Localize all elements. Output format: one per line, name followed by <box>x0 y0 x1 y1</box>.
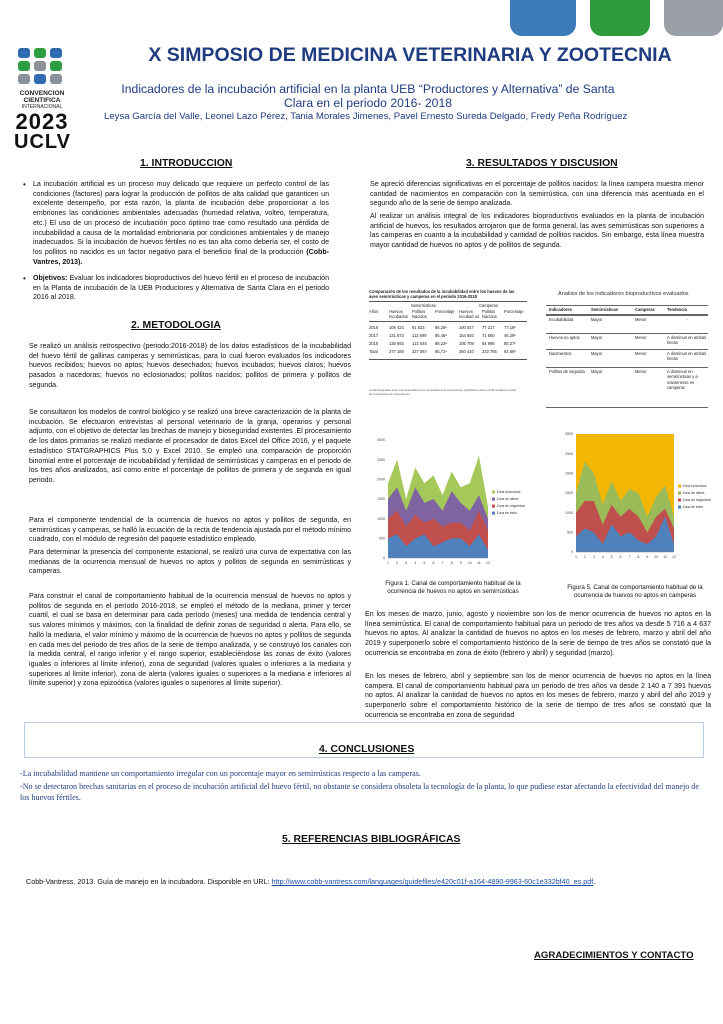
chart-x-tick-label: 4 <box>601 555 604 559</box>
chart-y-tick-label: 2500 <box>565 451 573 456</box>
table2-rule <box>546 367 708 368</box>
chart-y-tick-label: 2000 <box>565 471 573 476</box>
table1-header-cell: Pollitos Nacidos <box>482 309 497 319</box>
chart-x-tick-label: 11 <box>663 555 667 559</box>
table1-cell: 138 892 <box>389 341 404 346</box>
table1-group-1: Semirrústicas <box>411 303 436 308</box>
chart-y-tick-label: 1000 <box>377 516 385 521</box>
chart-x-tick-label: 7 <box>628 555 631 559</box>
table2-cell: Menor <box>635 317 647 322</box>
chart-x-tick-label: 2 <box>583 555 586 559</box>
subtitle-line2: Clara en el periodo 2016- 2018 <box>283 96 453 110</box>
intro-bullet-2-text: Evaluar los indicadores bioproductivos del huevo fértil en el proceso de incubación en la Planta de incubación de la UEB Productores y Alternativa de Santa Clara en el periodo 2016 al 2018. <box>33 275 329 302</box>
chart-y-tick-label: 1500 <box>377 497 385 502</box>
chart-legend-swatch <box>678 492 681 495</box>
table1-cell: 2017 <box>369 333 379 338</box>
chart-x-tick-label: 2 <box>396 561 399 565</box>
references-heading: 5. REFERENCIAS BIBLIOGRÁFICAS <box>282 834 461 845</box>
subtitle-line1: Indicadores de la incubación artificial en la planta UEB “Productores y Alternativa” de Santa <box>121 82 615 96</box>
chart-x-tick-label: 8 <box>450 561 453 565</box>
table-incubabilidad <box>369 289 529 401</box>
table2-header-cell: Tendencia <box>667 307 687 312</box>
table2-header-cell: Camperas <box>635 307 655 312</box>
results-p2: Al realizar un análisis integral de los indicadores bioproductivos evaluados en la planta de incubación artificial de huevos, los resultados arrojaron que de forma general, las aves semirrústicas son superiores a las camperas en cuanto a la incubabilidad y cantidad de pollitos nacidos. Sin embargo, esta línea muestra mayor cantidad de huevos no aptos y de pollitos de segunda. <box>370 213 704 250</box>
table1-cell: 71 590 <box>482 333 495 338</box>
logo <box>14 46 74 156</box>
logo-line3: INTERNACIONAL <box>21 104 63 110</box>
chart-legend-swatch <box>492 505 495 508</box>
table1-cell: 77 217 <box>482 325 495 330</box>
chart-legend-swatch <box>492 498 495 501</box>
table1-cell: 46,29ᵇ <box>504 333 516 338</box>
chart-y-tick-label: 2500 <box>377 457 385 462</box>
chart-y-tick-label: 1500 <box>565 491 573 496</box>
chart-legend-label: Zona epizoótica <box>682 484 707 489</box>
header-tab-gray <box>664 0 723 36</box>
chart-x-tick-label: 10 <box>654 555 659 559</box>
logo-mark-icon <box>16 46 66 86</box>
table1-header-cell: Años <box>369 309 379 314</box>
table2-cell: Menor <box>635 369 647 374</box>
references-entry <box>26 877 716 886</box>
table2-header-cell: Semirrústicas <box>591 307 619 312</box>
table2-rule <box>546 315 708 316</box>
chart-legend-label: Zona de alerta <box>682 491 705 496</box>
chart-x-tick-label: 9 <box>646 555 649 559</box>
logo-line2: CIENTIFICA <box>23 97 61 104</box>
chart-y-tick-label: 2000 <box>377 477 385 482</box>
table1-cell: 88,23ᵃ <box>435 341 447 346</box>
results-p3: En los meses de marzo, junio, agosto y noviembre son los de menor ocurrencia de huevos no aptos en la línea semirrústica. El canal de comportamiento habitual para un periodo de tres años va desde 5 716 a 4 637 huevos no aptos. Al analizar la cantidad de huevos no aptos en los meses de febrero, marzo y abril del año 2019 y superponerlo sobre el comportamiento histórico de la serie de tiempo de tres años se constató que la ocurrencia se encontraba en zona de éxito (febrero y abril) y seguridad (marzo). <box>365 611 711 657</box>
table1-cell: Total <box>369 349 378 354</box>
table2-cell: - <box>686 317 688 322</box>
table2-cell: Menor <box>635 351 647 356</box>
chart-legend-label: Zona de éxito <box>682 505 704 510</box>
table1-cell: 154 693 <box>459 333 474 338</box>
chart-legend-label: Zona epizoótica <box>496 490 521 495</box>
chart-x-tick-label: 9 <box>459 561 462 565</box>
table1-cell: 100 047 <box>459 325 474 330</box>
table1-group-2: Camperas <box>479 303 498 308</box>
bullet-icon: • <box>23 274 26 283</box>
chart-x-tick-label: 5 <box>610 555 613 559</box>
table1-cell: 86,28ᵃ <box>435 325 447 330</box>
method-p3: Para el componente tendencial de la ocurrencia de huevos no aptos y pollitos de segunda, en semirrústicas y camperas, se halló la ecuación de la recta de tendencia ajustada por el método mínimo cuadrado, con el módulo de regresión del paquete estadístico empleado. <box>29 517 351 544</box>
table1-cell: 84 998 <box>482 341 495 346</box>
table1-cell: 64,86ᵇ <box>504 349 516 354</box>
table1-header-cell: Huevos Incubados <box>389 309 408 319</box>
poster-subtitle <box>108 82 628 110</box>
results-p4: En los meses de febrero, abril y septiembre son los de menor ocurrencia de huevos no aptos en la línea campera. El canal de comportamiento habitual para un periodo de tres años va desde 2 140 a 7 391 huevos no aptos. Al analizar la cantidad de huevos no aptos en los meses de febrero, marzo y abril del año 2019 y superponerlo sobre el comportamiento histórico de la serie de tiempo de tres años se constató que la ocurrencia se encontraba en zona de seguridad <box>365 673 711 719</box>
table2-cell: Menor <box>635 335 647 340</box>
table2-rule <box>546 407 708 408</box>
chart-x-tick-label: 5 <box>423 561 426 565</box>
table1-cell: 80,37ᵇ <box>504 341 516 346</box>
table2-cell: Nacimientos <box>549 351 572 356</box>
chart-y-tick-label: 1000 <box>565 510 573 515</box>
chart-semirrusticas <box>370 432 525 572</box>
table1-cell: 131 873 <box>389 333 404 338</box>
logo-univ: UCLV <box>14 131 71 153</box>
chart-x-tick-label: 11 <box>477 561 481 565</box>
table1-cell: 112 699 <box>412 333 427 338</box>
table1-cell: 106 424 <box>389 325 404 330</box>
chart-x-tick-label: 6 <box>432 561 435 565</box>
table2-cell: Incubabilidad <box>549 317 574 322</box>
table1-cell: 2016 <box>369 325 379 330</box>
method-p1: Se realizó un análisis retrospectivo (periodo:2016-2018) de los datos estadísticos de la incubabilidad del huevo fértil de gallinas camperas y semirrústicas, para lo cual fueron evaluados los indicadores huevos recibidos; huevos no aptos; huevos desechados; huevos incubados; huevos claros; huevos pasados a nacedoras; huevos no eclosionados; pollitos nacidos; pollitos de primera y pollitos de segunda. <box>29 343 351 389</box>
bullet-icon: • <box>23 180 26 189</box>
intro-bullet-1-ref: (Cobb- Vantres, 2013). <box>33 248 329 266</box>
table2-cell: Mayor <box>591 317 603 322</box>
chart-legend-label: Zona de alerta <box>496 497 519 502</box>
header-tab-green <box>590 0 650 36</box>
intro-heading: 1. INTRODUCCION <box>140 158 233 169</box>
chart-y-tick-label: 500 <box>567 530 573 535</box>
method-p5: Para construir el canal de comportamiento habitual de la ocurrencia mensual de huevos no aptos y pollitos de segunda en el período 2016-2018, se empleó el método de la mediana, primer y tercer cuartil, el cual se basa en determinar para cada período (meses) una medida de tendencia central y sus valores mínimos y máximos, con la finalidad de definir zonas de seguridad o alerta. Para ello, se halló la mediana, el valor mínimo y máximo de la ocurrencia de huevos no aptos y pollitos de segunda en cada mes del periodo de tres años de la serie de tiempo analizada, y se construyó los canales con la medida central, el rango inferior y el rango superior, estableciéndose las zonas de éxito (valores iguales o inferiores al límite inferior), zona de seguridad (valores iguales o inferiores a la mediana y superiores al límite inferior), zona de alerta (valores iguales o superiores a la mediana e inferiores al límite superior) y zona epizoótica (valores iguales o superiores al límite superior). <box>29 593 351 688</box>
chart-x-tick-label: 3 <box>592 555 595 559</box>
table-indicadores <box>546 291 710 409</box>
table2-title: Analisis de los indicadores bioproductivos evaluados <box>558 291 689 297</box>
table2-rule <box>546 349 708 350</box>
table2-header-cell: Indicadores <box>549 307 572 312</box>
table1-cell: 360 410 <box>459 349 474 354</box>
table2-cell: Mayor <box>591 369 603 374</box>
table1-cell: 2018 <box>369 341 379 346</box>
chart-y-tick-label: 0 <box>571 550 573 555</box>
method-heading: 2. METODOLOGIA <box>131 320 221 331</box>
table2-cell: A disminuir en semirrústicas y a mantenerse en camperas <box>667 369 698 391</box>
references-text: Cobb-Vantress. 2013. Guía de manejo en la incubadora. Disponible en URL: <box>26 877 272 886</box>
chart-legend-label: Zona de seguridad <box>496 504 525 509</box>
table1-header-cell: Porcentaje <box>504 309 524 314</box>
table1-header-cell: Porcentaje <box>435 309 455 314</box>
results-p1: Se apreció diferencias significativas en el porcentaje de pollitos nacidos: la línea campera muestra menor cantidad de nacimientos en comparación con la semirrústica, con una diferencia más acentuada en el segundo año de la serie de tiempo analizada. <box>370 181 704 208</box>
conclusions-heading: 4. CONCLUSIONES <box>319 744 415 755</box>
chart-y-tick-label: 0 <box>383 556 385 561</box>
chart-x-tick-label: 8 <box>637 555 640 559</box>
table1-cell: 77,18ᵇ <box>504 325 516 330</box>
chart-x-tick-label: 4 <box>414 561 417 565</box>
table2-cell: Mayor <box>591 335 603 340</box>
table2-rule <box>546 305 708 306</box>
figure5-caption: Figura 5. Canal de comportamiento habitual de la ocurrencia de huevos no aptos en camperas <box>567 584 703 599</box>
chart-y-tick-label: 3000 <box>565 432 573 437</box>
table2-cell: Mayor <box>591 351 603 356</box>
logo-year: 2023 <box>15 109 69 134</box>
chart-x-tick-label: 1 <box>387 561 389 565</box>
table1-cell: 327 067 <box>412 349 427 354</box>
chart-legend-swatch <box>492 512 495 515</box>
poster-title: X SIMPOSIO DE MEDICINA VETERINARIA Y ZOOTECNIA <box>148 44 672 66</box>
intro-bullet-1 <box>23 180 329 267</box>
results-heading: 3. RESULTADOS Y DISCUSION <box>466 158 618 169</box>
table1-cell: 377 189 <box>389 349 404 354</box>
ack-heading: AGRADECIMIENTOS Y CONTACTO <box>534 950 694 961</box>
table2-cell: A disminuir en ambas líneas <box>667 335 707 346</box>
intro-objectives-label: Objetivos: <box>33 275 68 282</box>
table1-title: Comparación de los resultados de la incubabilidad entre los huevos de las aves semirrústicas y camperas en el período 2016-2018 <box>369 289 515 299</box>
method-p4: Para determinar la presencia del componente estacional, se realizó una curva de expectativa con las medianas de la ocurrencia mensual de huevos no aptos y pollitos de segunda en semirrústicas y camperas. <box>29 549 351 576</box>
intro-bullet-1-text: La incubación artificial es un proceso muy delicado que requiere un perfecto control de las condiciones (factores) para lograr la producción de pollitos de alta calidad que garanticen un excelente desempeño, por esta razón, la planta de incubación debe proporcionar a los embriones las condiciones ambientales adecuadas (humedad relativa, volteo, temperatura, etc.) El uso de un proceso de incubación poco óptimo trae como resultado una pérdida de incubabilidad a causa de la mortalidad embrionaria por condiciones ambientales y de manejo inadecuados. Si la incubación de huevos fértiles no es tan alta como debería ser, el costo de los pollitos no nacidos es un factor negativo para el beneficio final de la producción <box>33 181 329 256</box>
chart-legend-swatch <box>678 485 681 488</box>
table1-cell: 85,46ᵃ <box>435 333 447 338</box>
chart-legend-label: Zona de éxito <box>496 511 518 516</box>
table1-cell: 233 765 <box>482 349 497 354</box>
references-link[interactable]: http://www.cobb-vantress.com/languages/guidefiles/e420c01f-a164-4890-9963-60c1e332bf40_es.pdf <box>271 877 594 886</box>
table2-rule <box>546 333 708 334</box>
table2-cell: A disminuir en ambas líneas <box>667 351 707 362</box>
logo-line1: CONVENCION <box>19 90 65 97</box>
chart-y-tick-label: 3000 <box>377 438 385 443</box>
references-end: . <box>593 877 596 886</box>
table1-cell: 122 545 <box>412 341 427 346</box>
table2-cell: Huevos no aptos <box>549 335 580 340</box>
chart-x-tick-label: 12 <box>486 561 490 565</box>
table1-header-cell: Huevos Incubad os <box>459 309 480 319</box>
chart-y-tick-label: 500 <box>379 536 385 541</box>
chart-x-tick-label: 12 <box>672 555 676 559</box>
table1-header-cell: Pollitos Nacidos <box>412 309 427 319</box>
chart-x-tick-label: 6 <box>619 555 622 559</box>
chart-x-tick-label: 3 <box>405 561 408 565</box>
table2-cell: Pollitos de segunda <box>549 369 585 374</box>
poster-authors: Leysa García del Valle, Leonel Lazo Pérez, Tania Morales Jimenes, Pavel Ernesto Sureda Delgado, Fredy Peña Rodríguez <box>104 111 628 122</box>
intro-bullet-2 <box>23 274 329 303</box>
table1-cell: 86,71ᵃ <box>435 349 447 354</box>
chart-camperas <box>560 430 711 570</box>
table1-cell: 91 823 <box>412 325 425 330</box>
table1-cell: 105 708 <box>459 341 474 346</box>
conclusions-line2: -No se detectaron brechas sanitarias en el proceso de incubación artificial del huevo fértil, no obstante se considera obsoleta la tecnología de la planta, lo que pudiese estar afectando la efectividad del manejo de los huevos fértiles. <box>20 782 699 802</box>
chart-legend-swatch <box>492 491 495 494</box>
chart-x-tick-label: 7 <box>441 561 444 565</box>
table1-note: Letras desiguales entre columnas difieren por comparación de proporciones significativo para p<0,05 mediante prueba de comparación de proporciones <box>369 388 517 396</box>
conclusions-line1: -La incubabilidad mantiene un comportamiento irregular con un porcentaje mayor en semirrústicas respecto a las camperas. <box>20 769 421 778</box>
chart-legend-swatch <box>678 499 681 502</box>
header-tab-blue <box>510 0 576 36</box>
chart-x-tick-label: 10 <box>467 561 472 565</box>
method-p2: Se consultaron los modelos de control biológico y se realizó una breve caracterización de la planta de incubación. Se efectuaron entrevistas al personal veterinario de la granja, operarios y personal adjunto, con el objetivo de detectar las brechas de manejo y bioseguridad existentes .El procesamiento de los datos primarios se realizó mediante el procesador de datos Excel del Office 2016, y el paquete estadístico STATGRAPHICS Plus 5.0 y Excel 2010. Se empleó una comparación de proporción binomial entre el porcentaje de incubabilidad y fertilidad de semirrústicas y camperas en el periodo de los tres años analizados, así como entre el porcentaje de pollitos de primera y de segunda en igual periodo. <box>29 409 352 484</box>
table1-rule-bot <box>369 359 527 360</box>
chart-legend-swatch <box>678 506 681 509</box>
chart-x-tick-label: 1 <box>575 555 577 559</box>
table1-rule-top <box>369 301 527 302</box>
table1-rule-mid <box>369 321 527 322</box>
chart-legend-label: Zona de seguridad <box>682 498 711 503</box>
figure1-caption: Figura 1. Canal de comportamiento habitual de la ocurrencia de huevos no aptos en semirrústicas <box>385 580 521 595</box>
